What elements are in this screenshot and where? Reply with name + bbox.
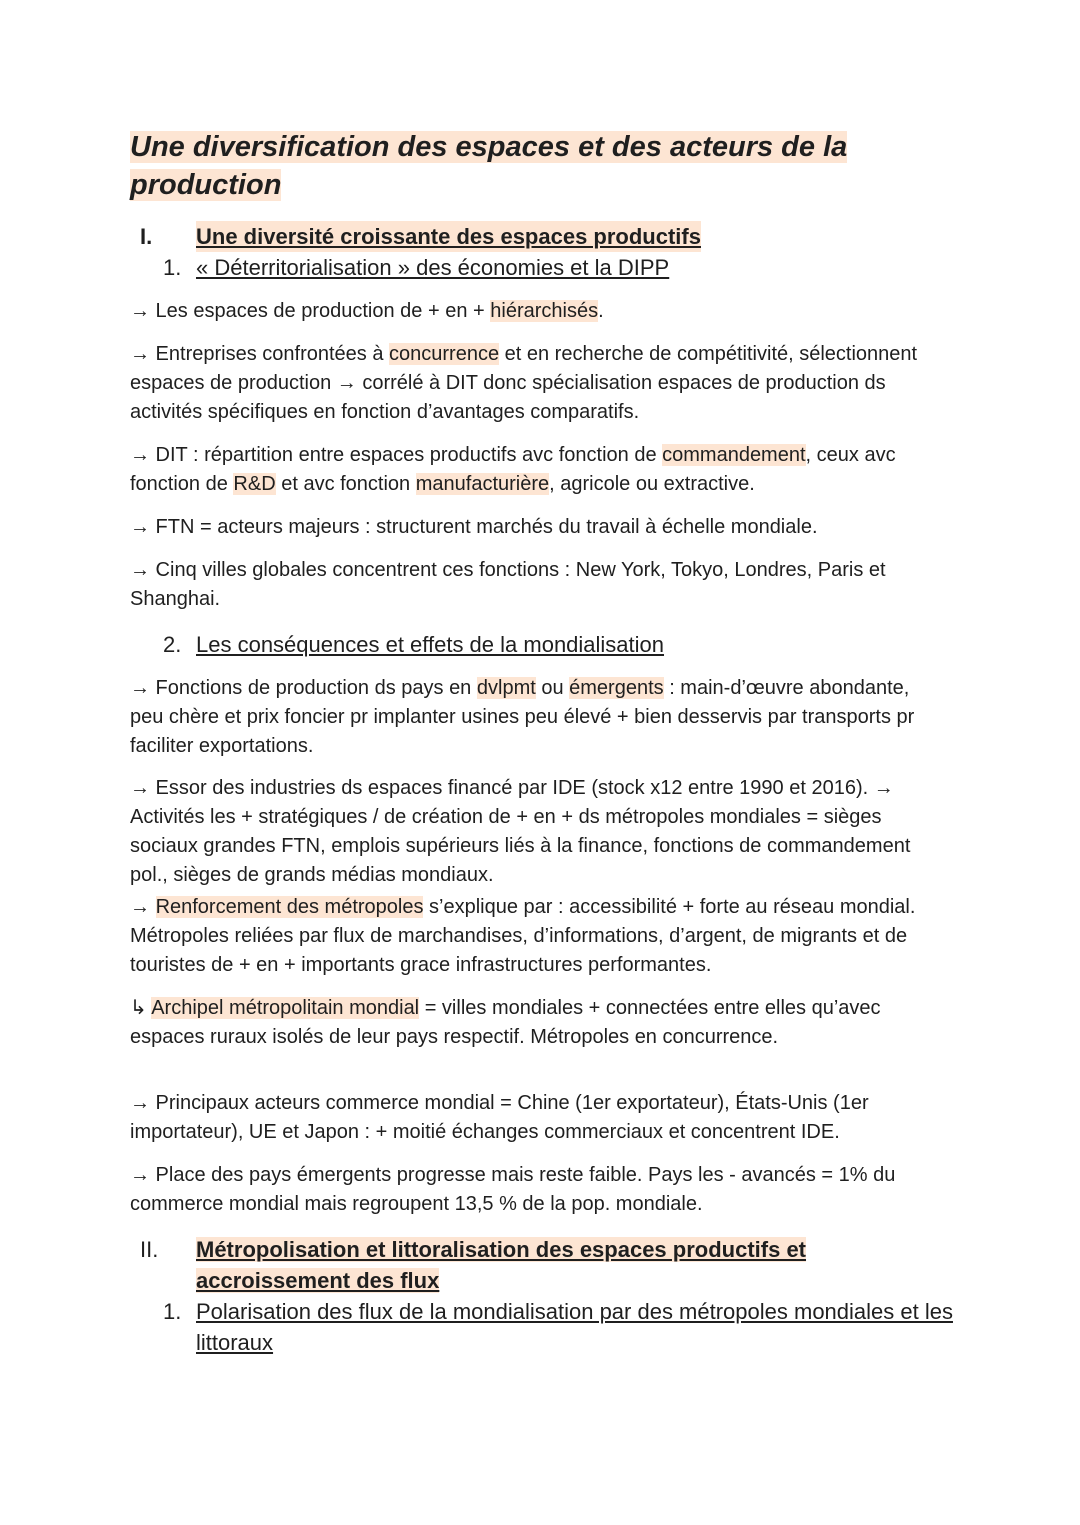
- paragraph-emerging-countries: → Place des pays émergents progresse mais reste faible. Pays les - avancés = 1% du commerce mondial mais regroupent 13,5 % de la pop. mondiale.: [130, 1164, 896, 1215]
- paragraph-archipel: [130, 994, 940, 1052]
- section-2-heading: [140, 1234, 900, 1298]
- paragraph-metropoles: [130, 893, 940, 980]
- section-1-title: Une diversité croissante des espaces productifs: [196, 221, 701, 252]
- document-title: [130, 128, 910, 204]
- paragraph-hierarchy: [130, 297, 940, 326]
- highlight-renforcement: Renforcement des métropoles: [155, 896, 424, 918]
- section-1-numeral: I.: [140, 224, 153, 249]
- paragraph-ftn: → FTN = acteurs majeurs : structurent marchés du travail à échelle mondiale.: [130, 516, 818, 538]
- highlight-manufacturiere: manufacturière: [415, 473, 550, 495]
- paragraph-global-cities: → Cinq villes globales concentrent ces fonctions : New York, Tokyo, Londres, Paris et Shanghai.: [130, 559, 886, 610]
- highlight-emergents: émergents: [569, 677, 664, 699]
- highlight-concurrence: concurrence: [389, 343, 500, 365]
- title-line-1: Une diversification des espaces et des acteurs de la: [130, 131, 848, 163]
- title-line-2: production: [130, 169, 282, 201]
- text: → Les espaces de production de + en +: [130, 300, 491, 322]
- paragraph-production-functions: [130, 674, 940, 761]
- text: : main-d’œuvre abondante, peu chère et prix foncier pr implanter usines peu élevé + bien desservis par transports pr faciliter exportations.: [130, 677, 915, 757]
- text: = villes mondiales + connectées entre elles qu’avec espaces ruraux isolés de leur pays respectif. Métropoles en concurrence.: [130, 997, 881, 1048]
- subsection-2-1-number: 1.: [163, 1299, 182, 1324]
- text: →: [130, 896, 156, 918]
- subsection-1-1-number: 1.: [163, 255, 182, 280]
- subsection-2-1-title: Polarisation des flux de la mondialisation par des métropoles mondiales et les littoraux: [196, 1299, 953, 1355]
- text: , ceux avc fonction de: [130, 444, 896, 495]
- section-2-title-text: Métropolisation et littoralisation des espaces productifs et accroissement des flux: [196, 1237, 807, 1293]
- paragraph-trade-actors: → Principaux acteurs commerce mondial = Chine (1er exportateur), États-Unis (1er importateur), UE et Japon : + moitié échanges commerciaux et concentrent IDE.: [130, 1092, 869, 1143]
- highlight-rd: R&D: [233, 473, 276, 495]
- text: .: [598, 300, 604, 322]
- text: et avc fonction: [275, 473, 416, 495]
- text: s’explique par : accessibilité + forte au réseau mondial. Métropoles reliées par flux de marchandises, d’informations, d’argent, de migrants et de touristes de + en + importants grace infrastructures performantes.: [130, 896, 916, 976]
- section-1-heading: [140, 221, 900, 253]
- paragraph-dit: [130, 441, 940, 499]
- paragraph-ide-activities: → Essor des industries ds espaces financé par IDE (stock x12 entre 1990 et 2016). → Activités les + stratégiques / de création de + en + ds métropoles mondiales = sièges sociaux grandes FTN, emplois supérieurs liés à la finance, fonctions de commandement pol., sièges de grands médias mondiaux.: [130, 777, 911, 886]
- subsection-1-2-title: Les conséquences et effets de la mondialisation: [196, 632, 665, 657]
- subsection-1-2-heading: [163, 629, 923, 661]
- highlight-hierarchises: hiérarchisés: [490, 300, 599, 322]
- text: et en recherche de compétitivité, sélectionnent espaces de production → corrélé à DIT donc spécialisation espaces de production ds activités spécifiques en fonction d’avantages comparatifs.: [130, 343, 918, 423]
- text: ou: [535, 677, 570, 699]
- subsection-2-1-heading: [163, 1296, 953, 1360]
- section-2-title: [196, 1234, 876, 1296]
- subsection-1-1-heading: [163, 252, 923, 284]
- text: ↳: [130, 997, 152, 1019]
- highlight-commandement: commandement: [662, 444, 806, 466]
- text: → Fonctions de production ds pays en: [130, 677, 477, 699]
- subsection-1-2-number: 2.: [163, 632, 182, 657]
- text: → Entreprises confrontées à: [130, 343, 390, 365]
- paragraph-competition: [130, 340, 940, 427]
- subsection-1-1-title: « Déterritorialisation » des économies et la DIPP: [196, 255, 670, 280]
- text: , agricole ou extractive.: [549, 473, 755, 495]
- highlight-archipel: Archipel métropolitain mondial: [151, 997, 420, 1019]
- text: → DIT : répartition entre espaces productifs avc fonction de: [130, 444, 663, 466]
- highlight-dvlpmt: dvlpmt: [476, 677, 536, 699]
- section-2-numeral: II.: [140, 1237, 159, 1262]
